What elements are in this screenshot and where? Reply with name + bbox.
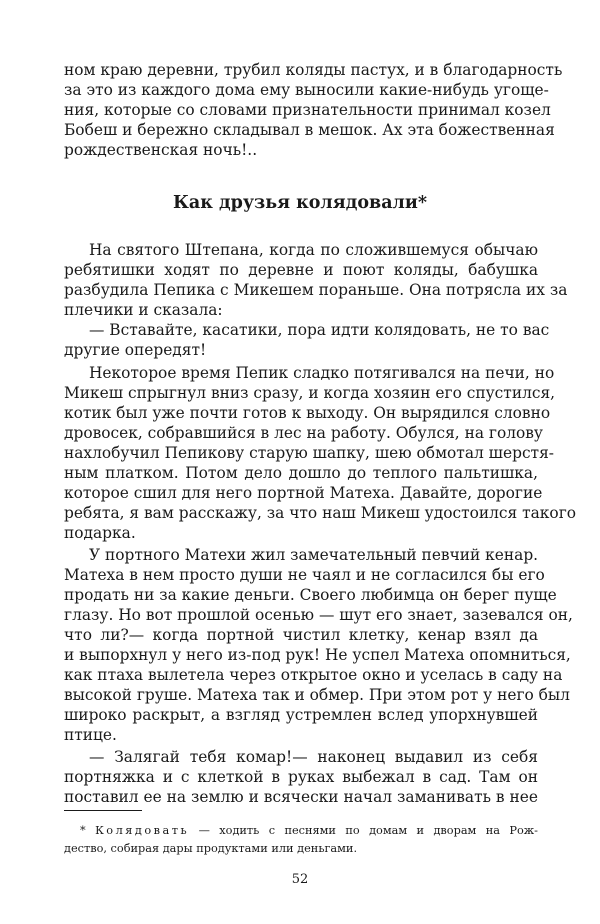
text-line: ным платком. Потом дело дошло до теплого пальтишка, (64, 464, 538, 482)
footnote-marker: * (80, 824, 86, 837)
text-line: широко раскрыт, а взгляд устремлен вслед упорхнувшей (64, 706, 538, 724)
text-line: что ли?— когда портной чистил клетку, кенар взял да (64, 626, 538, 644)
text-line: рождественская ночь!.. (64, 141, 258, 159)
text-line: высокой груше. Матеха так и обмер. При этом рот у него был (64, 686, 570, 704)
text-line: — Вставайте, касатики, пора идти колядовать, не то вас (89, 321, 550, 339)
text-line: Некоторое время Пепик сладко потягивался на печи, но (89, 364, 555, 382)
text-line: которое сшил для него портной Матеха. Давайте, дорогие (64, 484, 543, 502)
text-line: дровосек, собравшийся в лес на работу. Обулся, на голову (64, 424, 543, 442)
text-line: продать ни за какие деньги. Своего любимца он берег пуще (64, 586, 557, 604)
text-line: ребятишки ходят по деревне и поют коляды, бабушка (64, 261, 538, 279)
text-line: плечики и сказала: (64, 301, 223, 319)
text-line: Микеш спрыгнул вниз сразу, и когда хозяин его спустился, (64, 384, 556, 402)
text-line: как птаха вылетела через открытое окно и уселась в саду на (64, 666, 563, 684)
text-line: На святого Штепана, когда по сложившемуся обычаю (89, 241, 538, 259)
text-line: и выпорхнул у него из-под рук! Не успел Матеха опомниться, (64, 646, 571, 664)
text-line: подарка. (64, 524, 136, 542)
text-line: разбудила Пепика с Микешем пораньше. Она потрясла их за (64, 281, 568, 299)
text-line: птице. (64, 726, 117, 744)
text-line: Бобеш и бережно складывал в мешок. Ах эта божественная (64, 121, 555, 139)
text-line: — Залягай тебя комар!— наконец выдавил из себя (89, 748, 538, 766)
text-line: Матеха в нем просто души не чаял и не согласился бы его (64, 566, 545, 584)
footnote-definition: — ходить с песнями по домам и дворам на Рож- (198, 824, 539, 837)
chapter-title: Как друзья колядовали* (172, 193, 428, 213)
text-line: У портного Матехи жил замечательный певчий кенар. (89, 546, 539, 564)
text-line: котик был уже почти готов к выходу. Он вырядился словно (64, 404, 551, 422)
footnote-line: дество, собирая дары продуктами или деньгами. (64, 842, 358, 855)
text-line: поставил ее на землю и всячески начал заманивать в нее (64, 788, 538, 806)
text-line: ном краю деревни, трубил коляды пастух, и в благодарность (64, 61, 563, 79)
text-line: ния, которые со словами признательности принимал козел (64, 101, 551, 119)
text-line: глазу. Но вот прошлой осенью — шут его знает, зазевался он, (64, 606, 573, 624)
footnote-divider (64, 810, 142, 811)
text-line: портняжка и с клеткой в руках выбежал в сад. Там он (64, 768, 538, 786)
text-line: нахлобучил Пепикову старую шапку, шею обмотал шерстя- (64, 444, 554, 462)
footnote-term: Колядовать (95, 824, 190, 837)
footnote-line (80, 822, 538, 840)
text-line: ребята, я вам расскажу, за что наш Микеш удостоился такого (64, 504, 577, 522)
text-line: другие опередят! (64, 341, 207, 359)
page-number: 52 (291, 872, 309, 887)
text-line: за это из каждого дома ему выносили какие-нибудь угоще- (64, 81, 549, 99)
